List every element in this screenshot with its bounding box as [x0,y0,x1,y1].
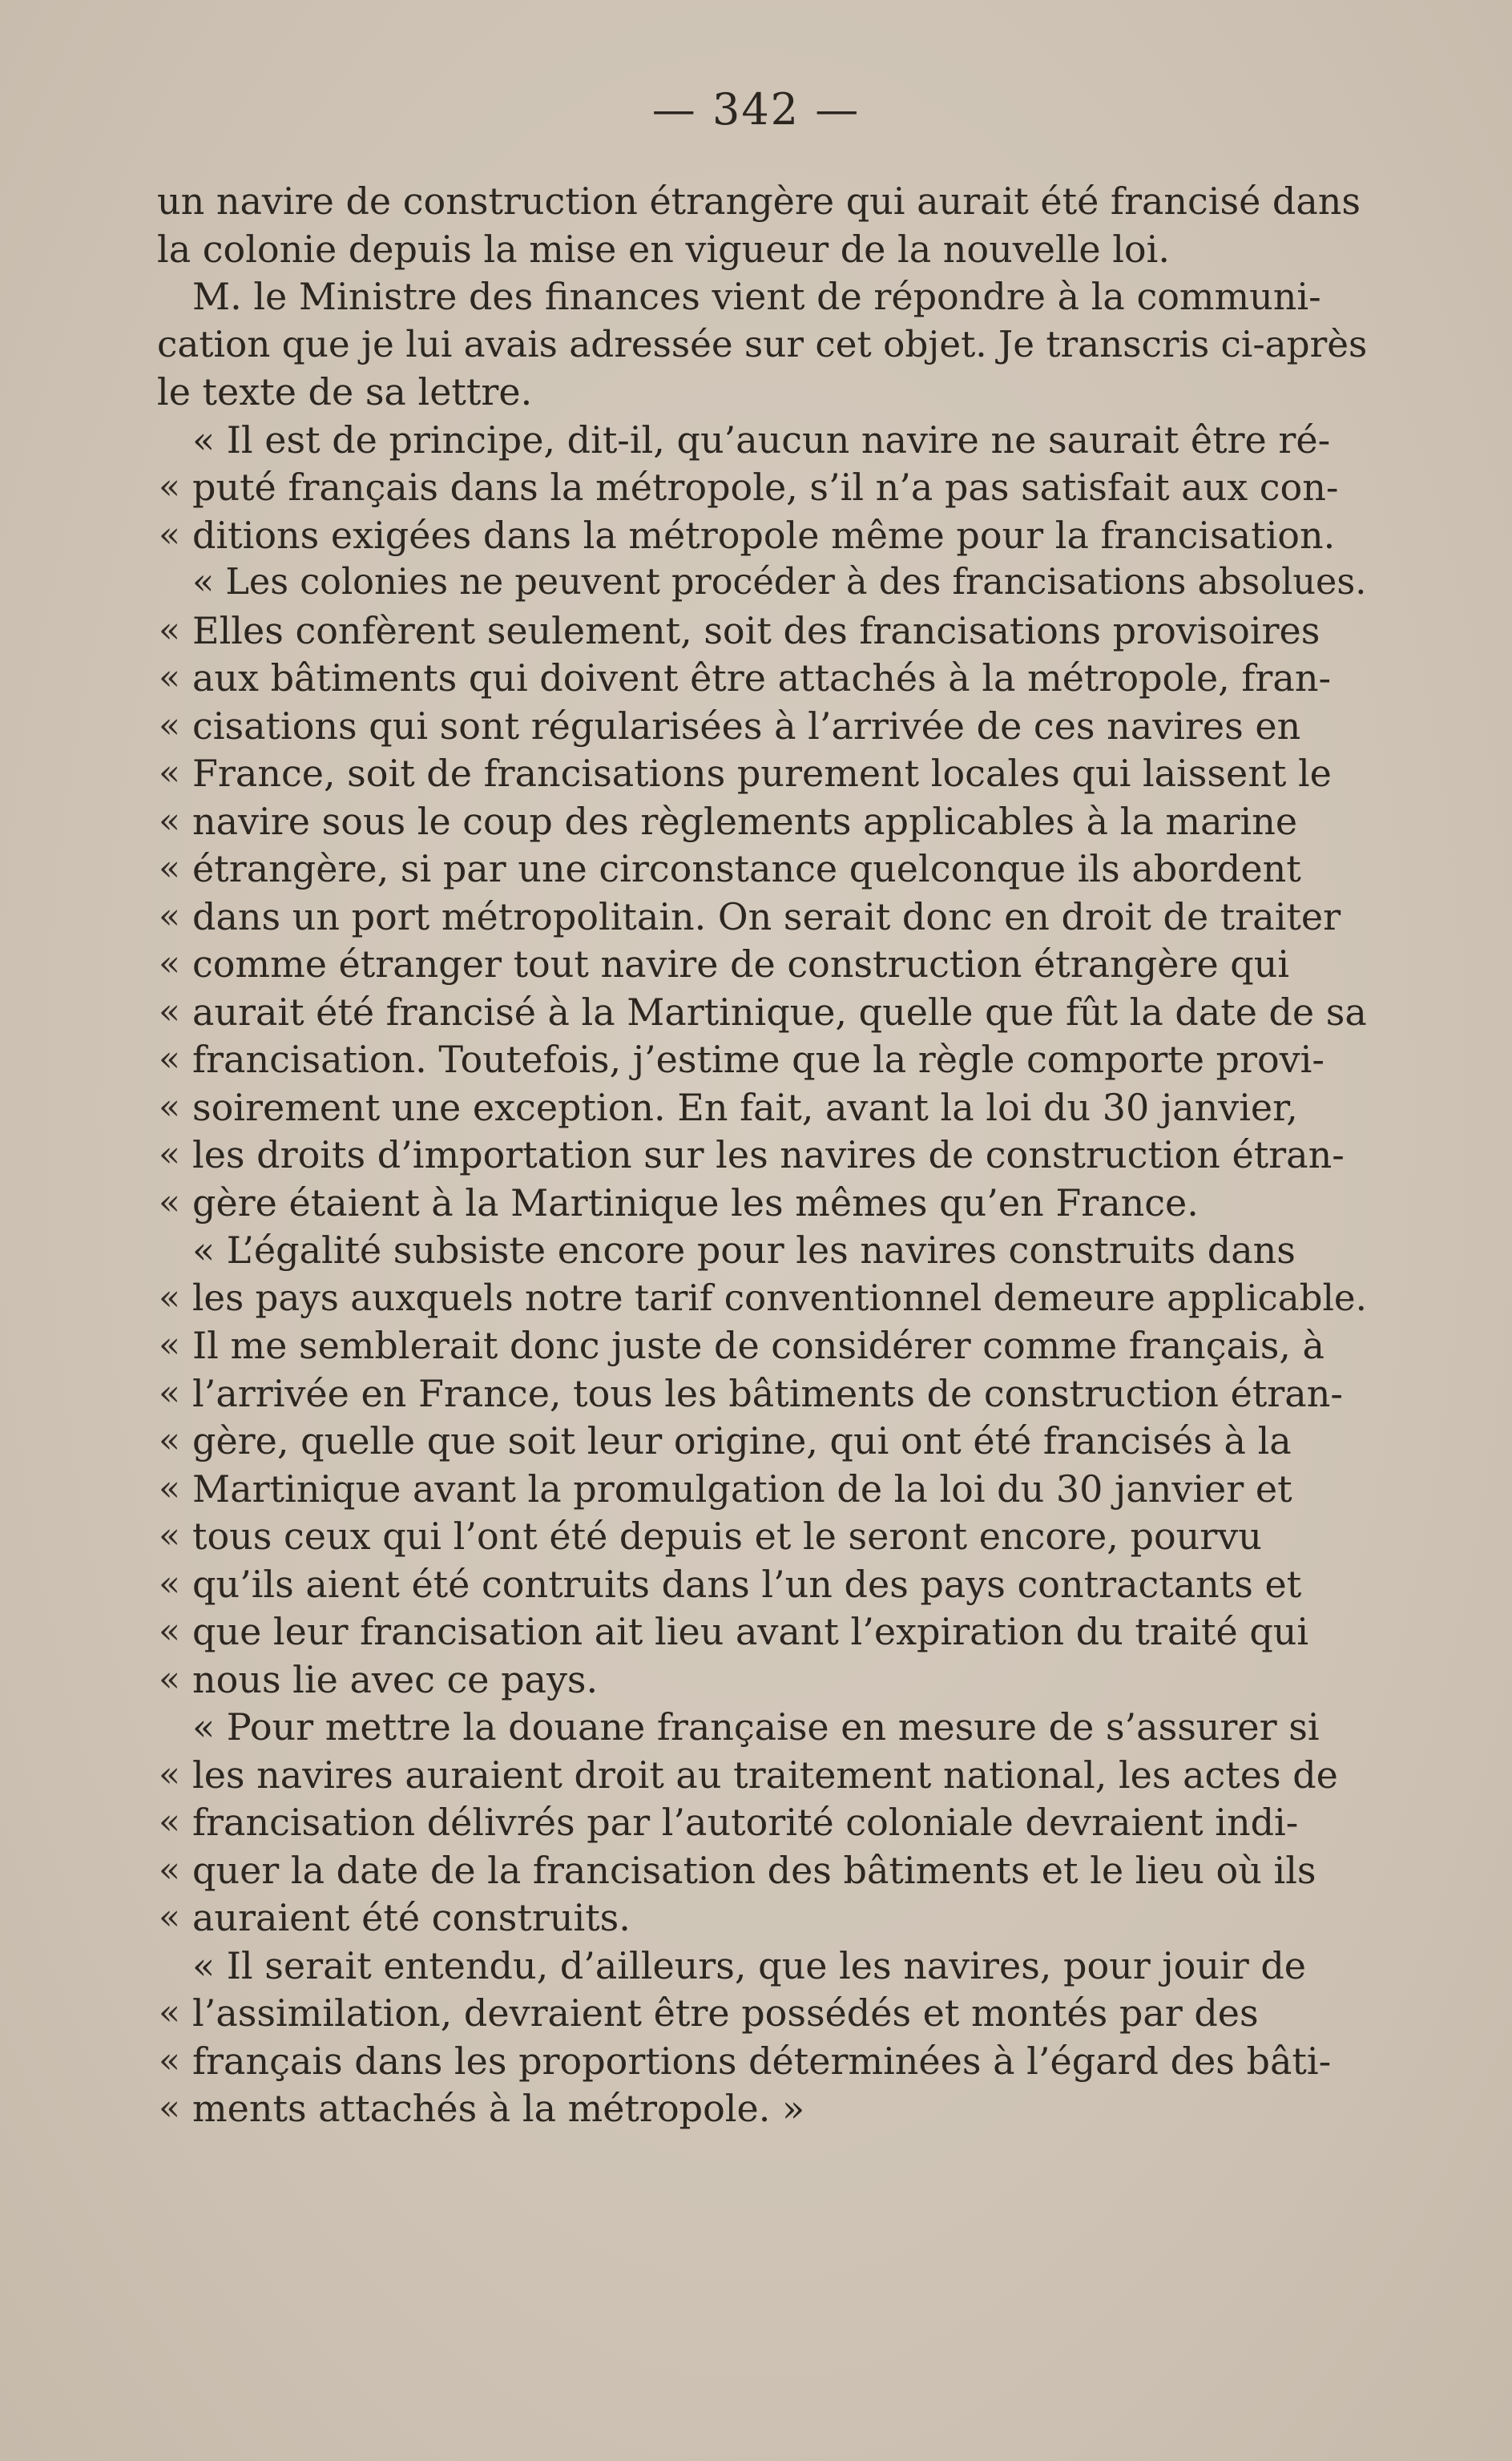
text-line: Il me semblerait donc juste de considérer comme français, à [192,1324,1325,1367]
margin-guillemet: « [159,1467,180,1509]
text-line: tous ceux qui l’ont été depuis et le seront encore, pourvu [192,1515,1262,1558]
margin-guillemet: « [159,1134,180,1175]
text-line: cation que je lui avais adressée sur cet objet. Je transcris ci-après [157,322,1368,365]
text-line: francisation délivrés par l’autorité coloniale devraient indi- [192,1801,1299,1844]
page-number: — 342 — [651,84,861,135]
text-line: gère, quelle que soit leur origine, qui ont été francisés à la [192,1419,1292,1462]
margin-guillemet: « [159,514,180,555]
margin-guillemet: « [159,1515,180,1556]
margin-guillemet: « [159,895,180,937]
margin-guillemet: « [159,848,180,889]
margin-guillemet: « [159,1753,180,1795]
text-line: aux bâtiments qui doivent être attachés à la métropole, fran- [192,656,1332,700]
text-line: l’arrivée en France, tous les bâtiments de construction étran- [192,1371,1343,1415]
text-line: France, soit de francisations purement locales qui laissent le [192,752,1332,795]
text-line: navire sous le coup des règlements applicables à la marine [192,799,1298,843]
text-line: dans un port métropolitain. On serait donc en droit de traiter [192,894,1341,938]
text-line: étrangère, si par une circonstance quelconque ils abordent [192,847,1301,890]
text-line: francisation. Toutefois, j’estime que la règle comporte provi- [192,1038,1325,1081]
margin-guillemet: « [159,466,180,507]
text-line: les droits d’importation sur les navires de construction étran- [192,1133,1345,1176]
margin-guillemet: « [159,1658,180,1700]
text-line: « Il serait entendu, d’ailleurs, que les navires, pour jouir de [192,1943,1306,1987]
margin-guillemet: « [159,1420,180,1461]
text-line: les pays auxquels notre tarif conventionnel demeure applicable. [192,1276,1367,1319]
text-line: « Il est de principe, dit-il, qu’aucun navire ne saurait être ré- [192,418,1331,462]
text-line: cisations qui sont régularisées à l’arrivée de ces navires en [192,704,1301,748]
text-line: un navire de construction étrangère qui aurait été francisé dans [157,180,1361,223]
text-line: le texte de sa lettre. [157,370,533,414]
text-line: nous lie avec ce pays. [192,1657,599,1701]
margin-guillemet: « [159,1325,180,1366]
text-line: les navires auraient droit au traitement national, les actes de [192,1753,1338,1797]
text-line: aurait été francisé à la Martinique, quelle que fût la date de sa [192,990,1367,1034]
margin-guillemet: « [159,2088,180,2128]
margin-guillemet: « [159,800,180,841]
text-line: soirement une exception. En fait, avant la loi du 30 janvier, [192,1085,1298,1129]
text-line: que leur francisation ait lieu avant l’expiration du traité qui [192,1610,1309,1653]
margin-guillemet: « [159,1992,180,2033]
margin-guillemet: « [159,1039,180,1079]
text-line: gère étaient à la Martinique les mêmes qu’en France. [192,1180,1199,1224]
text-line: auraient été construits. [192,1896,631,1939]
text-line: ments attachés à la métropole. » [192,2087,805,2130]
margin-guillemet: « [159,2039,180,2081]
margin-guillemet: « [159,1181,180,1223]
text-line: Martinique avant la promulgation de la loi du 30 janvier et [192,1467,1292,1511]
margin-guillemet: « [159,752,180,793]
text-line: M. le Ministre des finances vient de répondre à la communi- [192,275,1321,318]
text-line: « L’égalité subsiste encore pour les navires construits dans [192,1228,1296,1272]
margin-guillemet: « [159,1801,180,1842]
margin-guillemet: « [159,1277,180,1318]
margin-guillemet: « [159,1372,180,1414]
text-line: l’assimilation, devraient être possédés et montés par des [192,1991,1259,2035]
margin-guillemet: « [159,943,180,984]
margin-guillemet: « [159,1086,180,1128]
margin-guillemet: « [159,990,180,1032]
text-line: qu’ils aient été contruits dans l’un des pays contractants et [192,1562,1302,1606]
margin-guillemet: « [159,609,180,651]
margin-guillemet: « [159,1897,180,1938]
text-line: français dans les proportions déterminées à l’égard des bâti- [192,2039,1332,2083]
text-line: comme étranger tout navire de construction étrangère qui [192,942,1290,986]
text-line: Elles confèrent seulement, soit des francisations provisoires [192,608,1320,652]
text-line: ditions exigées dans la métropole même pour la francisation. [192,513,1336,557]
margin-guillemet: « [159,1611,180,1652]
margin-guillemet: « [159,657,180,698]
text-line: la colonie depuis la mise en vigueur de la nouvelle loi. [157,227,1170,271]
text-line: « Pour mettre la douane française en mesure de s’assurer si [192,1705,1320,1749]
text-line: puté français dans la métropole, s’il n’a pas satisfait aux con- [192,466,1339,509]
margin-guillemet: « [159,1849,180,1890]
margin-guillemet: « [159,704,180,746]
text-line: « Les colonies ne peuvent procéder à des francisations absolues. [192,562,1367,603]
margin-guillemet: « [159,1563,180,1604]
text-line: quer la date de la francisation des bâtiments et le lieu où ils [192,1848,1316,1892]
